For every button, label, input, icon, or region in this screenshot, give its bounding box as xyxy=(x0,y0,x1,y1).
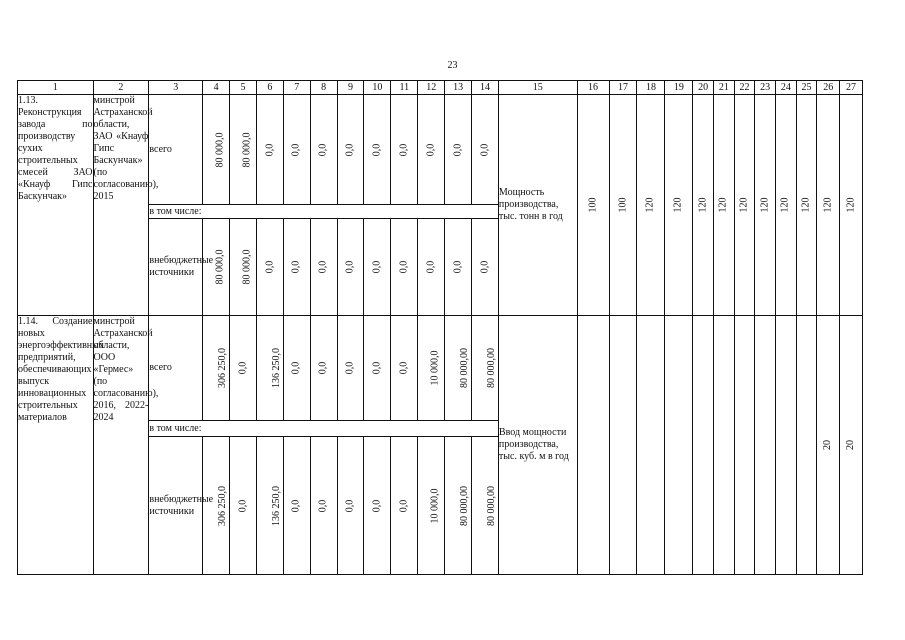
row2-extra-value-text: 0,0 xyxy=(317,499,329,512)
row1-total-value-text: 0,0 xyxy=(452,143,464,156)
row2-total-value xyxy=(256,316,283,421)
row2-total-value-text: 0,0 xyxy=(290,361,302,375)
row2-indicator-value xyxy=(637,316,665,575)
column-number-13: 13 xyxy=(445,81,472,95)
column-number-18: 18 xyxy=(637,81,665,95)
row2-extra-value-text: 0,0 xyxy=(290,499,302,512)
row2-extra-value-text: 306 250,0 xyxy=(217,485,229,526)
row1-indicator-value-text: 120 xyxy=(717,197,729,213)
row1-executor: минстрой Астраханской области, ЗАО «Кнауф Гипс Баскунчак» (по согласованию), 2015 xyxy=(93,95,149,316)
row1-extra-value xyxy=(472,219,499,316)
row1-indicator-value xyxy=(637,95,665,316)
row1-total-value-text: 0,0 xyxy=(425,143,437,156)
row2-total-value-text: 0,0 xyxy=(371,361,383,375)
row2-total-value xyxy=(203,316,230,421)
column-number-8: 8 xyxy=(310,81,337,95)
column-number-19: 19 xyxy=(665,81,693,95)
row1-indicator-value-text: 120 xyxy=(672,197,684,213)
row1-extra-value-text: 0,0 xyxy=(317,260,329,274)
row1-extra-value-text: 0,0 xyxy=(371,260,383,274)
row2-extra-value-text: 0,0 xyxy=(398,499,410,512)
row2-indicator-value xyxy=(577,316,609,575)
column-number-11: 11 xyxy=(391,81,418,95)
row1-total-value-text: 0,0 xyxy=(317,143,329,156)
row1-extra-value-text: 0,0 xyxy=(478,260,490,274)
row1-indicator-value xyxy=(840,95,863,316)
row2-total-value xyxy=(337,316,364,421)
row1-extra-value xyxy=(337,219,364,316)
column-number-25: 25 xyxy=(796,81,817,95)
row1-total-value-text: 0,0 xyxy=(478,143,490,156)
row2-total-value-text: 306 250,0 xyxy=(217,348,229,388)
row1-indicator-value-text: 120 xyxy=(644,197,656,213)
row1-indicator-value xyxy=(817,95,840,316)
row2-total-value-text: 0,0 xyxy=(317,361,329,375)
row1-extra-label: внебюджетные источники xyxy=(149,219,203,316)
row1-extra-value xyxy=(310,219,337,316)
row2-total-value-text: 0,0 xyxy=(344,361,356,375)
row1-indicator-value-text: 100 xyxy=(587,197,599,213)
row1-indicator-value xyxy=(714,95,735,316)
row2-total-value-text: 0,0 xyxy=(236,361,248,375)
row1-indicator-value xyxy=(776,95,797,316)
column-number-10: 10 xyxy=(364,81,391,95)
row1-indicator-value xyxy=(796,95,817,316)
row1-total-value xyxy=(418,95,445,205)
row1-total-value xyxy=(283,95,310,205)
column-number-23: 23 xyxy=(755,81,776,95)
column-number-1: 1 xyxy=(18,81,94,95)
column-number-20: 20 xyxy=(693,81,714,95)
row2-extra-value xyxy=(364,437,391,575)
row1-total-value xyxy=(391,95,418,205)
row1-indicator-value xyxy=(693,95,714,316)
row1-extra-value-text: 0,0 xyxy=(290,260,302,274)
row1-extra-value xyxy=(445,219,472,316)
row2-extra-value-text: 0,0 xyxy=(344,499,356,512)
row1-total-row xyxy=(18,95,863,205)
row1-total-value xyxy=(472,95,499,205)
row1-indicator-value-text: 120 xyxy=(779,197,791,213)
row1-indicator-value xyxy=(577,95,609,316)
row1-total-value-text: 0,0 xyxy=(290,143,302,156)
row1-indicator-value xyxy=(734,95,755,316)
row2-total-value-text: 80 000,00 xyxy=(486,348,498,388)
row2-extra-value xyxy=(445,437,472,575)
row1-extra-value-text: 0,0 xyxy=(425,260,437,274)
row2-indicator-value xyxy=(840,316,863,575)
header-row xyxy=(18,81,863,95)
row1-indicator-value xyxy=(609,95,637,316)
row1-total-value-text: 0,0 xyxy=(263,143,275,156)
row2-total-value xyxy=(418,316,445,421)
row2-executor: минстрой Астраханской области, ООО «Гермес» (по согласованию), 2016, 2022-2024 xyxy=(93,316,149,575)
row1-total-value xyxy=(337,95,364,205)
column-number-12: 12 xyxy=(418,81,445,95)
row2-extra-value xyxy=(256,437,283,575)
row1-extra-value-text: 80 000,0 xyxy=(214,249,226,285)
column-number-24: 24 xyxy=(776,81,797,95)
column-number-2: 2 xyxy=(93,81,149,95)
row1-extra-value-text: 0,0 xyxy=(344,260,356,274)
row2-total-value-text: 136 250,0 xyxy=(270,348,282,388)
row2-extra-value xyxy=(203,437,230,575)
row2-extra-value-text: 80 000,00 xyxy=(486,485,498,526)
row2-extra-value-text: 80 000,00 xyxy=(459,485,471,526)
column-number-26: 26 xyxy=(817,81,840,95)
row2-total-value xyxy=(310,316,337,421)
row1-extra-value xyxy=(391,219,418,316)
row1-total-value-text: 0,0 xyxy=(344,143,356,156)
row1-indicator-value-text: 120 xyxy=(738,197,750,213)
row2-total-value-text: 0,0 xyxy=(398,361,410,375)
row2-total-value xyxy=(391,316,418,421)
column-number-9: 9 xyxy=(337,81,364,95)
column-number-6: 6 xyxy=(256,81,283,95)
row1-indicator-value-text: 120 xyxy=(822,197,834,213)
column-number-4: 4 xyxy=(203,81,230,95)
row1-extra-value-text: 80 000,0 xyxy=(241,249,253,285)
row1-name: 1.13. Реконструкция завода по производству сухих строительных смесей ЗАО «Кнауф Гипс Баскунчак» xyxy=(18,95,94,316)
row1-total-value-text: 80 000,0 xyxy=(214,132,226,167)
row2-indicator-value xyxy=(693,316,714,575)
row1-extra-value xyxy=(364,219,391,316)
column-number-17: 17 xyxy=(609,81,637,95)
column-number-7: 7 xyxy=(283,81,310,95)
row2-extra-value xyxy=(310,437,337,575)
row1-indicator-value-text: 120 xyxy=(697,197,709,213)
row2-sub-label: в том числе: xyxy=(149,421,499,437)
row1-total-value-text: 80 000,0 xyxy=(241,132,253,167)
column-number-14: 14 xyxy=(472,81,499,95)
row1-total-value-text: 0,0 xyxy=(398,143,410,156)
row2-total-value xyxy=(230,316,257,421)
row2-extra-label: внебюджетные источники xyxy=(149,437,203,575)
row1-extra-value xyxy=(230,219,257,316)
row1-indicator-value xyxy=(755,95,776,316)
row1-extra-value xyxy=(418,219,445,316)
row1-total-value xyxy=(364,95,391,205)
row2-indicator-value-text: 20 xyxy=(822,440,834,450)
column-number-27: 27 xyxy=(840,81,863,95)
column-number-15: 15 xyxy=(498,81,577,95)
row1-total-label: всего xyxy=(149,95,203,205)
row1-extra-value-text: 0,0 xyxy=(263,260,275,274)
row2-extra-value-text: 0,0 xyxy=(236,499,248,512)
row1-indicator: Мощность производства, тыс. тонн в год xyxy=(498,95,577,316)
row1-extra-value-text: 0,0 xyxy=(398,260,410,274)
row2-total-row xyxy=(18,316,863,421)
page-number: 23 xyxy=(447,60,458,71)
row2-total-value xyxy=(445,316,472,421)
row1-indicator-value-text: 100 xyxy=(617,197,629,213)
row1-total-value-text: 0,0 xyxy=(371,143,383,156)
column-number-5: 5 xyxy=(230,81,257,95)
row1-total-value xyxy=(256,95,283,205)
row2-indicator-value xyxy=(714,316,735,575)
row2-extra-value-text: 0,0 xyxy=(371,499,383,512)
row1-indicator-value-text: 120 xyxy=(800,197,812,213)
row2-total-label: всего xyxy=(149,316,203,421)
row2-total-value xyxy=(472,316,499,421)
row2-extra-value xyxy=(283,437,310,575)
row1-total-value xyxy=(310,95,337,205)
column-number-16: 16 xyxy=(577,81,609,95)
row1-total-value xyxy=(203,95,230,205)
program-table xyxy=(17,80,863,575)
row2-name: 1.14. Создание новых энергоэффективных предприятий, обеспечивающих выпуск инновационных строительных материалов xyxy=(18,316,94,575)
column-number-21: 21 xyxy=(714,81,735,95)
row2-extra-value-text: 136 250,0 xyxy=(270,485,282,526)
row2-total-value-text: 80 000,00 xyxy=(459,348,471,388)
row1-sub-label: в том числе: xyxy=(149,205,499,219)
row1-extra-value-text: 0,0 xyxy=(452,260,464,274)
row2-total-value-text: 10 000,0 xyxy=(429,350,441,386)
row2-indicator-value-text: 20 xyxy=(845,440,857,450)
row2-indicator-value xyxy=(609,316,637,575)
row2-indicator-value xyxy=(776,316,797,575)
row2-indicator-value xyxy=(796,316,817,575)
row1-extra-value xyxy=(203,219,230,316)
row2-extra-value xyxy=(391,437,418,575)
row2-extra-value xyxy=(418,437,445,575)
row1-total-value xyxy=(445,95,472,205)
row1-indicator-value-text: 120 xyxy=(759,197,771,213)
row1-indicator-value-text: 120 xyxy=(845,197,857,213)
row2-extra-value-text: 10 000,0 xyxy=(429,488,441,523)
row2-extra-value xyxy=(337,437,364,575)
row2-indicator-value xyxy=(665,316,693,575)
row1-extra-value xyxy=(256,219,283,316)
column-number-3: 3 xyxy=(149,81,203,95)
row2-total-value xyxy=(364,316,391,421)
row2-extra-value xyxy=(230,437,257,575)
row2-indicator-value xyxy=(734,316,755,575)
row1-total-value xyxy=(230,95,257,205)
column-number-22: 22 xyxy=(734,81,755,95)
row2-indicator-value xyxy=(755,316,776,575)
row2-extra-value xyxy=(472,437,499,575)
row2-indicator-value xyxy=(817,316,840,575)
row1-extra-value xyxy=(283,219,310,316)
row2-total-value xyxy=(283,316,310,421)
row2-indicator: Ввод мощности производства, тыс. куб. м в год xyxy=(498,316,577,575)
row1-indicator-value xyxy=(665,95,693,316)
